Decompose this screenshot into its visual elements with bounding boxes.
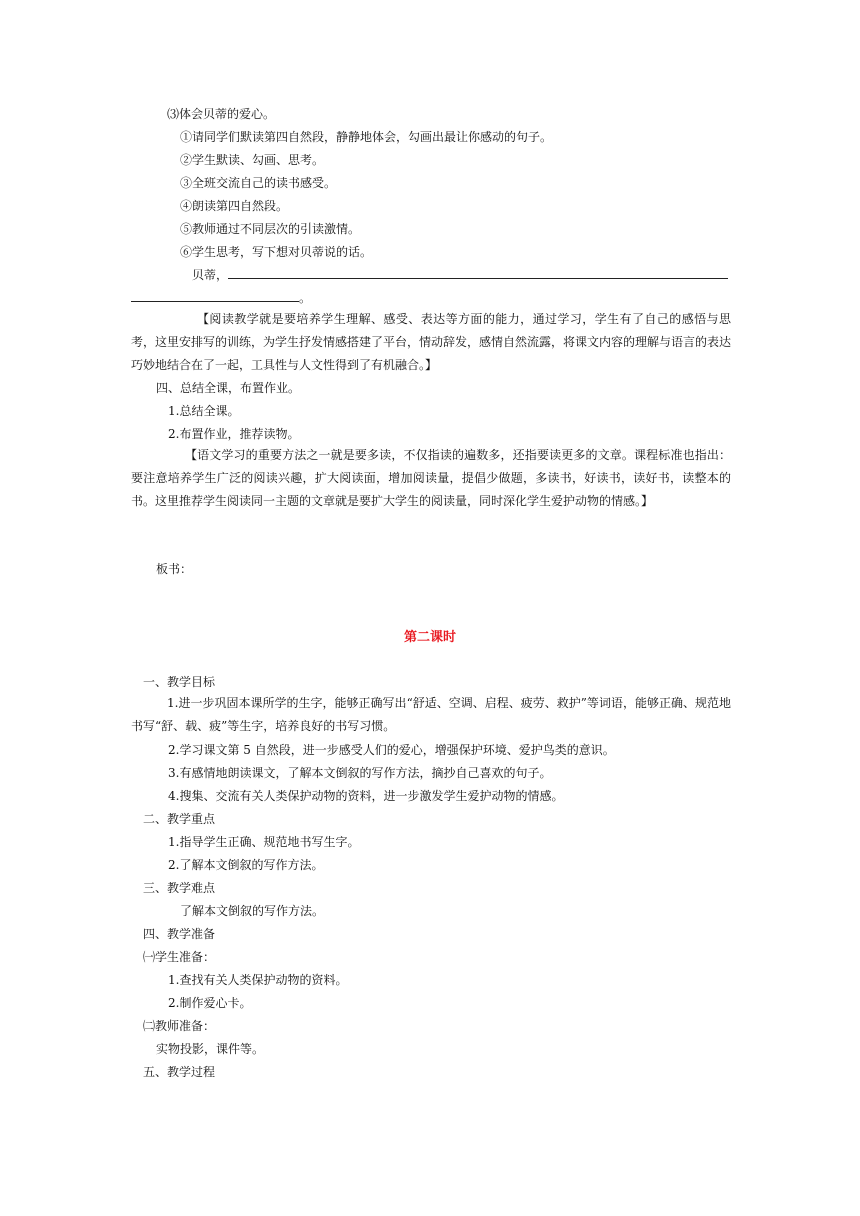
subsection-heading: ㈡教师准备： [143,1019,216,1033]
section-heading: 五、教学过程 [143,1065,216,1079]
section-heading: 一、教学目标 [143,675,216,689]
section-heading: 四、总结全课，布置作业。 [156,381,301,395]
section-heading: 四、教学准备 [143,927,216,941]
step-line: ⑤教师通过不同层次的引读激情。 [180,222,361,236]
board-label: 板书： [156,562,193,576]
goal-item: 2.学习课文第 5 自然段，进一步感受人们的爱心，增强保护环境、爱护鸟类的意识。 [168,743,615,757]
teaching-comment: 【阅读教学就是要培养学生理解、感受、表达等方面的能力，通过学习，学生有了自己的感悟与思考，这里安排写的训练，为学生抒发情感搭建了平台，情动辞发，感情自然流露，将课文内容的理解与语言的表达巧妙地结合在了一起，工具性与人文性得到了有机融合。】 [131,312,732,372]
list-item: 2.布置作业，推荐读物。 [168,427,300,441]
fill-in-prefix: 贝蒂， [192,268,229,282]
goal-item: 4.搜集、交流有关人类保护动物的资料，进一步激发学生爱护动物的情感。 [168,789,564,803]
fill-in-blank[interactable] [131,291,299,302]
section-heading: 二、教学重点 [143,812,216,826]
step-line: ③全班交流自己的读书感受。 [180,176,337,190]
step-line: ④朗读第四自然段。 [180,199,289,213]
lesson-title: 第二课时 [403,630,456,645]
fill-in-end: 。 [299,291,312,305]
list-item: 了解本文倒叙的写作方法。 [180,904,325,918]
step-line: ②学生默读、勾画、思考。 [180,153,325,167]
subsection-heading: ⑶体会贝蒂的爱心。 [167,107,276,121]
list-item: 1.总结全课。 [168,404,240,418]
step-line: ⑥学生思考，写下想对贝蒂说的话。 [180,245,373,259]
fill-in-line [192,267,728,283]
list-item: 1.指导学生正确、规范地书写生字。 [168,835,360,849]
fill-in-line-continued [131,290,311,306]
goal-item: 3.有感情地朗读课文，了解本文倒叙的写作方法，摘抄自己喜欢的句子。 [168,766,552,780]
teaching-comment: 【语文学习的重要方法之一就是要多读，不仅指读的遍数多，还指要读更多的文章。课程标准也指出：要注意培养学生广泛的阅读兴趣，扩大阅读面，增加阅读量，提倡少做题，多读书，好读书，读好书，读整本的书。这里推荐学生阅读同一主题的文章就是要扩大学生的阅读量，同时深化学生爱护动物的情感。】 [131,448,731,508]
fill-in-blank[interactable] [228,268,728,279]
step-line: ①请同学们默读第四自然段，静静地体会，勾画出最让你感动的句子。 [180,130,553,144]
list-item: 2.了解本文倒叙的写作方法。 [168,858,324,872]
list-item: 实物投影，课件等。 [156,1042,265,1056]
subsection-heading: ㈠学生准备： [143,950,216,964]
section-heading: 三、教学难点 [143,881,216,895]
list-item: 2.制作爱心卡。 [168,996,252,1010]
goal-item: 1.进一步巩固本课所学的生字，能够正确写出“舒适、空调、启程、疲劳、救护”等词语，能够正确、规范地书写“舒、载、疲”等生字，培养良好的书写习惯。 [131,696,731,733]
list-item: 1.查找有关人类保护动物的资料。 [168,973,348,987]
